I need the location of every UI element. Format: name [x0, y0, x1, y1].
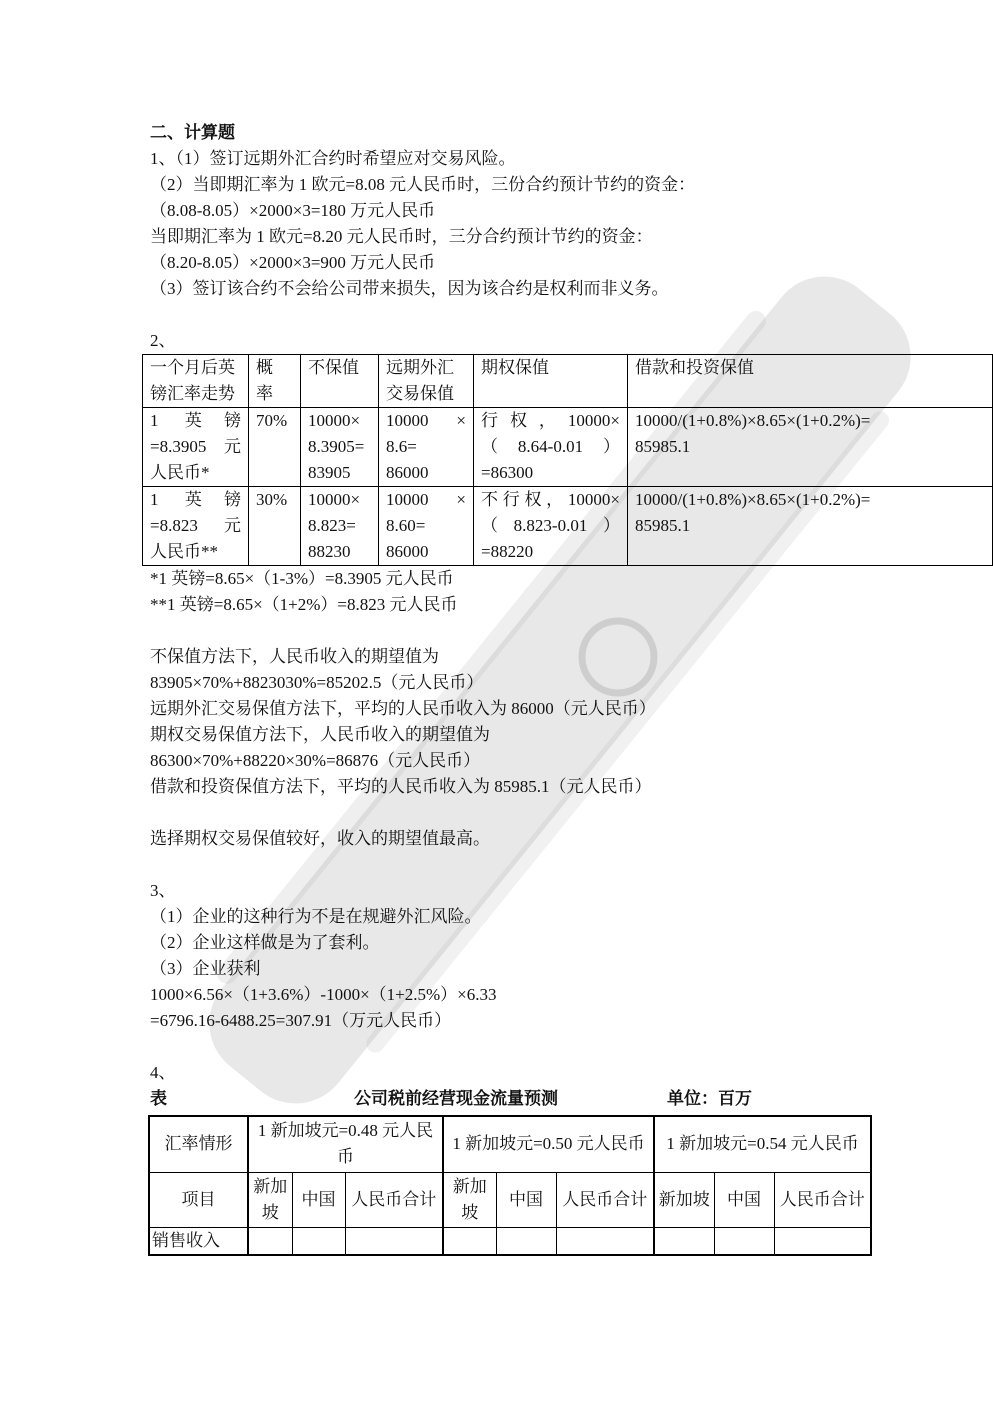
header-cell-option-hedge — [474, 355, 628, 408]
row-item-label: 销售收入 — [149, 1227, 248, 1255]
header-cell-probability — [249, 355, 301, 408]
cell-line: 10000/(1+0.8%)×8.65×(1+0.2%)= — [635, 490, 871, 509]
footnote: *1 英镑=8.65×（1-3%）=8.3905 元人民币 — [150, 569, 454, 588]
scenario-header: 1 新加坡元=0.48 元人民币 — [248, 1116, 443, 1172]
q1-line: （2）当即期汇率为 1 欧元=8.08 元人民币时，三份合约预计节约的资金： — [150, 175, 696, 194]
table-cell — [628, 487, 993, 566]
table-cell — [301, 487, 379, 566]
subheader-cell: 中国 — [292, 1172, 345, 1227]
cell-line: 8.823= — [308, 516, 356, 535]
table-cell — [379, 487, 474, 566]
cell-line: 83905 — [308, 463, 351, 482]
analysis-line: 不保值方法下，人民币收入的期望值为 — [150, 647, 439, 666]
cell-line: 1 英镑 — [150, 490, 241, 509]
cell-line: 10000× — [308, 411, 361, 430]
table-cell — [249, 487, 301, 566]
table-cell — [443, 1227, 496, 1255]
cell-line: 概 — [256, 358, 273, 377]
cell-line: 86000 — [386, 463, 429, 482]
q1-line: 1、（1）签订远期外汇合约时希望应对交易风险。 — [150, 149, 516, 168]
q1-line: （8.20-8.05）×2000×3=900 万元人民币 — [150, 253, 436, 272]
cash-flow-forecast-table — [148, 1115, 872, 1256]
header-cell-forward-hedge — [379, 355, 474, 408]
cell-line: 借款和投资保值 — [635, 358, 754, 377]
caption-title: 公司税前经营现金流量预测 — [354, 1089, 558, 1108]
table-cell — [714, 1227, 774, 1255]
q1-line: 当即期汇率为 1 欧元=8.20 元人民币时，三分合约预计节约的资金： — [150, 227, 653, 246]
caption-unit: 单位：百万 — [667, 1089, 752, 1108]
cell-line: 镑汇率走势 — [150, 384, 235, 403]
analysis-line: 期权交易保值方法下，人民币收入的期望值为 — [150, 725, 490, 744]
cell-line: （8.64-0.01） — [481, 437, 620, 456]
table-cell — [379, 408, 474, 487]
cell-line: 不行权，10000× — [481, 490, 620, 509]
hedging-comparison-table — [142, 354, 993, 566]
subheader-cell: 人民币合计 — [774, 1172, 871, 1227]
subheader-cell: 中国 — [714, 1172, 774, 1227]
cell-line: 10000 × — [386, 490, 466, 509]
cell-line: 70% — [256, 411, 288, 430]
table-cell — [143, 408, 249, 487]
caption-prefix: 表 — [150, 1089, 167, 1108]
header-cell-money-market-hedge — [628, 355, 993, 408]
analysis-line: 86300×70%+88220×30%=86876（元人民币） — [150, 751, 481, 770]
scenario-header: 1 新加坡元=0.50 元人民币 — [443, 1116, 654, 1172]
subheader-cell: 中国 — [496, 1172, 556, 1227]
cell-line: 远期外汇 — [386, 358, 454, 377]
row-header-cell: 汇率情形 — [149, 1116, 248, 1172]
q2-label: 2、 — [150, 331, 176, 350]
table-cell — [474, 487, 628, 566]
footnote: **1 英镑=8.65×（1+2%）=8.823 元人民币 — [150, 595, 458, 614]
table-cell — [774, 1227, 871, 1255]
cell-line: 8.60= — [386, 516, 426, 535]
cell-line: 8.3905= — [308, 437, 365, 456]
cell-line: 人民币* — [150, 463, 210, 482]
header-cell-no-hedge — [301, 355, 379, 408]
scenario-row — [149, 1116, 871, 1172]
cell-line: =88220 — [481, 542, 534, 561]
q1-line: （3）签订该合约不会给公司带来损失，因为该合约是权利而非义务。 — [150, 279, 669, 298]
subheader-cell: 人民币合计 — [345, 1172, 443, 1227]
cell-line: 人民币** — [150, 542, 218, 561]
cell-line: 1 英镑 — [150, 411, 241, 430]
q1-line: （8.08-8.05）×2000×3=180 万元人民币 — [150, 201, 436, 220]
subheader-cell: 新加坡 — [248, 1172, 292, 1227]
q3-line: =6796.16-6488.25=307.91（万元人民币） — [150, 1011, 452, 1030]
cell-line: =8.823 元 — [150, 516, 241, 535]
subheader-cell: 新加坡 — [443, 1172, 496, 1227]
table-cell — [654, 1227, 714, 1255]
cell-line: 85985.1 — [635, 437, 691, 456]
scenario-header: 1 新加坡元=0.54 元人民币 — [654, 1116, 871, 1172]
section-heading: 二、计算题 — [150, 123, 235, 142]
q3-line: （2）企业这样做是为了套利。 — [150, 933, 380, 952]
analysis-line: 借款和投资保值方法下，平均的人民币收入为 85985.1（元人民币） — [150, 777, 652, 796]
table-cell — [496, 1227, 556, 1255]
table-cell — [143, 487, 249, 566]
cell-line: 86000 — [386, 542, 429, 561]
q3-line: （1）企业的这种行为不是在规避外汇风险。 — [150, 907, 482, 926]
cell-line: （8.823-0.01） — [481, 516, 620, 535]
cell-line: 期权保值 — [481, 358, 549, 377]
table-row — [149, 1227, 871, 1255]
cell-line: 10000/(1+0.8%)×8.65×(1+0.2%)= — [635, 411, 871, 430]
subheader-cell: 人民币合计 — [556, 1172, 654, 1227]
table-cell — [249, 408, 301, 487]
cell-line: 行权，10000× — [481, 411, 620, 430]
analysis-line: 83905×70%+8823030%=85202.5（元人民币） — [150, 673, 484, 692]
subheader-cell: 新加坡 — [654, 1172, 714, 1227]
table-cell — [248, 1227, 292, 1255]
table-cell — [301, 408, 379, 487]
analysis-line: 远期外汇交易保值方法下，平均的人民币收入为 86000（元人民币） — [150, 699, 656, 718]
cell-line: 85985.1 — [635, 516, 691, 535]
subheader-row — [149, 1172, 871, 1227]
cell-line: 88230 — [308, 542, 351, 561]
table-cell — [345, 1227, 443, 1255]
table-cell — [628, 408, 993, 487]
table-header-row — [143, 355, 993, 408]
conclusion: 选择期权交易保值较好，收入的期望值最高。 — [150, 829, 490, 848]
document-page — [150, 120, 993, 1256]
cell-line: 10000 × — [386, 411, 466, 430]
cell-line: 不保值 — [308, 358, 359, 377]
table-row — [143, 408, 993, 487]
table-cell — [556, 1227, 654, 1255]
q3-label: 3、 — [150, 881, 176, 900]
row-header-cell: 项目 — [149, 1172, 248, 1227]
table-row — [143, 487, 993, 566]
table-cell — [292, 1227, 345, 1255]
cell-line: 交易保值 — [386, 384, 454, 403]
header-cell-trend — [143, 355, 249, 408]
q3-line: （3）企业获利 — [150, 959, 261, 978]
cell-line: 率 — [256, 384, 273, 403]
table-cell — [474, 408, 628, 487]
table-caption — [150, 1086, 993, 1112]
cell-line: 30% — [256, 490, 288, 509]
cell-line: 8.6= — [386, 437, 417, 456]
q3-line: 1000×6.56×（1+3.6%）-1000×（1+2.5%）×6.33 — [150, 985, 497, 1004]
cell-line: =86300 — [481, 463, 534, 482]
cell-line: =8.3905 元 — [150, 437, 241, 456]
cell-line: 10000× — [308, 490, 361, 509]
q4-label: 4、 — [150, 1063, 176, 1082]
cell-line: 一个月后英 — [150, 358, 235, 377]
